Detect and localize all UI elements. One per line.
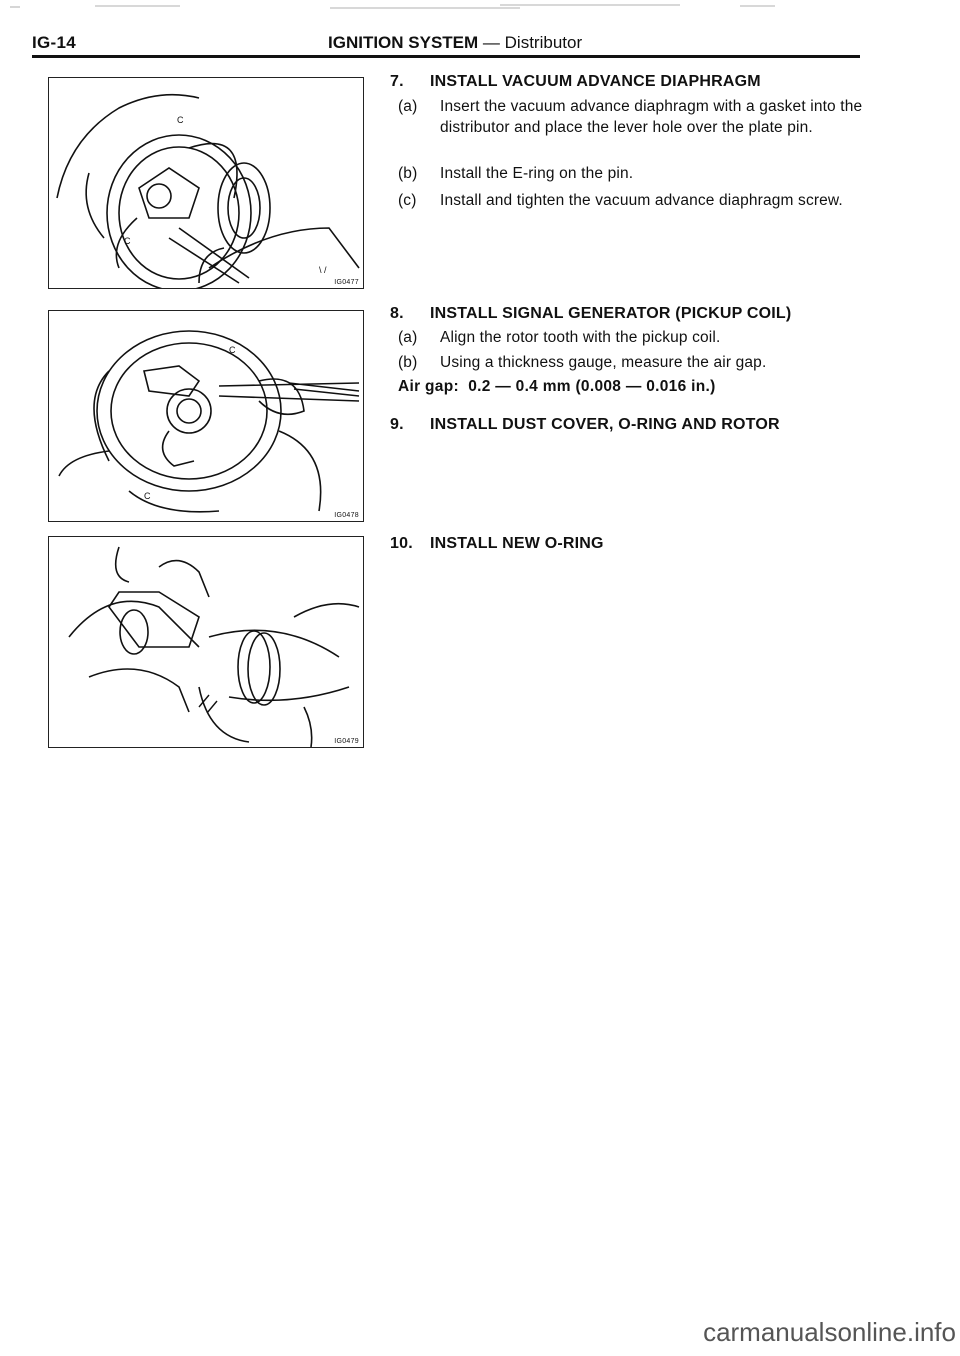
substep-tag: (a)	[398, 98, 418, 115]
spec-value: 0.2 — 0.4 mm (0.008 — 0.016 in.)	[468, 378, 716, 395]
substep-text: Align the rotor tooth with the pickup coil.	[440, 329, 721, 346]
spec-label: Air gap:	[398, 378, 459, 395]
figure-code: IG0477	[334, 279, 359, 286]
pickup-coil-illustration	[49, 311, 363, 521]
step-8a	[398, 327, 868, 348]
scan-artifacts	[0, 0, 960, 14]
step-number: 7.	[390, 73, 404, 90]
step-7a	[398, 96, 868, 138]
page-title	[328, 33, 582, 53]
step-number: 10.	[390, 535, 413, 552]
step-10-heading	[390, 535, 604, 553]
step-9-heading	[390, 416, 780, 434]
step-7c	[398, 190, 868, 211]
section-title: IGNITION SYSTEM	[328, 33, 479, 52]
step-7b	[398, 163, 868, 184]
subsection-title: Distributor	[504, 33, 583, 52]
substep-tag: (b)	[398, 354, 418, 371]
watermark: carmanualsonline.info	[703, 1317, 956, 1347]
figure-pickup-coil	[48, 310, 364, 522]
step-number: 8.	[390, 305, 404, 322]
svg-text:C: C	[124, 236, 131, 246]
svg-text:C: C	[144, 491, 151, 501]
svg-text:C: C	[177, 115, 184, 125]
substep-tag: (b)	[398, 165, 418, 182]
o-ring-illustration	[49, 537, 363, 747]
air-gap-spec	[398, 378, 716, 396]
step-number: 9.	[390, 416, 404, 433]
figure-code: IG0478	[334, 512, 359, 519]
figure-o-ring	[48, 536, 364, 748]
svg-text:\ /: \ /	[319, 265, 327, 275]
substep-text: Insert the vacuum advance diaphragm with a gasket into the distributor and place the lever hole over the plate pin.	[440, 98, 863, 136]
substep-tag: (a)	[398, 329, 418, 346]
step-title: INSTALL NEW O-RING	[430, 535, 604, 552]
svg-text:C: C	[229, 345, 236, 355]
step-7-heading	[390, 73, 761, 91]
title-separator: —	[482, 33, 500, 52]
substep-text: Install the E-ring on the pin.	[440, 165, 634, 182]
step-title: INSTALL DUST COVER, O-RING AND ROTOR	[430, 416, 780, 433]
substep-text: Using a thickness gauge, measure the air gap.	[440, 354, 767, 371]
step-8b	[398, 352, 868, 373]
figure-code: IG0479	[334, 738, 359, 745]
substep-text: Install and tighten the vacuum advance diaphragm screw.	[440, 192, 843, 209]
diaphragm-illustration	[49, 78, 363, 288]
figure-vacuum-diaphragm	[48, 77, 364, 289]
step-title: INSTALL VACUUM ADVANCE DIAPHRAGM	[430, 73, 761, 90]
page-code: IG-14	[32, 33, 77, 52]
header-rule	[32, 55, 860, 58]
step-title: INSTALL SIGNAL GENERATOR (PICKUP COIL)	[430, 305, 792, 322]
step-8-heading	[390, 305, 791, 323]
substep-tag: (c)	[398, 192, 417, 209]
